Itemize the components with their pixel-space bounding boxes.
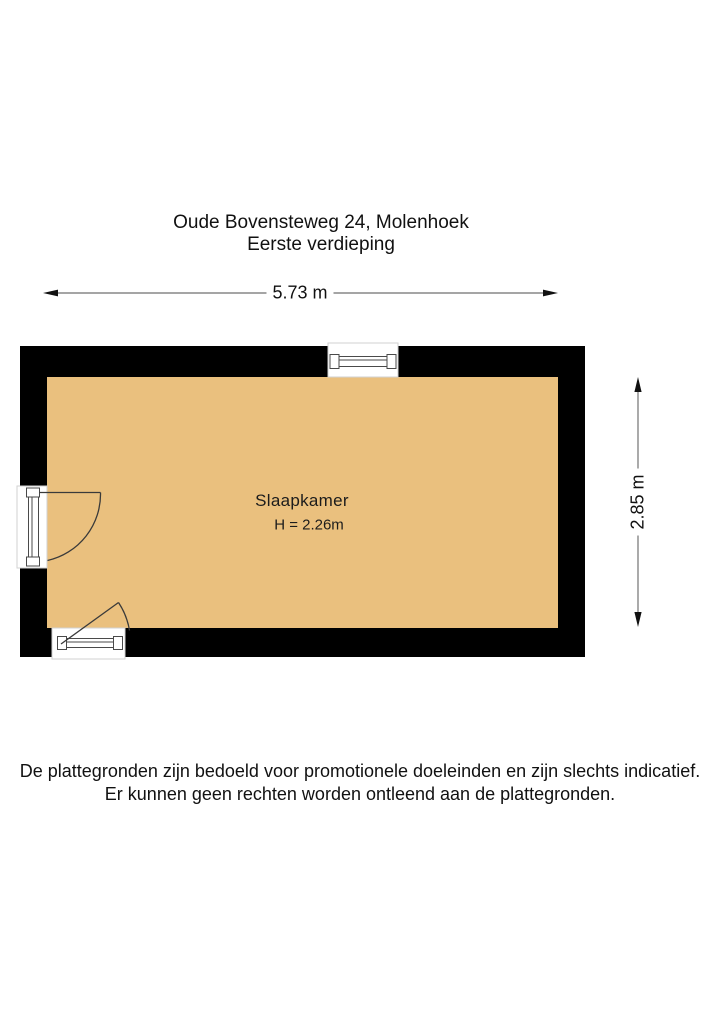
left-window [17,486,47,568]
disclaimer [0,760,720,806]
disclaimer-line-1: De plattegronden zijn bedoeld voor promotionele doeleinden en zijn slechts indicatief. [19,761,701,781]
bottom-window-post-right [114,637,123,650]
width-dimension-arrow-left [43,290,58,297]
height-dimension-arrow-top [634,377,641,392]
width-dimension-arrow-right [543,290,558,297]
left-window-glazing [29,497,39,557]
left-window-post-bottom [27,557,40,566]
bottom-window-glazing [67,639,114,648]
plan-title-floor: Eerste verdieping [247,234,395,255]
plan-title-address: Oude Bovensteweg 24, Molenhoek [173,212,469,233]
top-window [328,343,398,377]
height-dimension-arrow-bottom [634,612,641,627]
height-dimension-label: 2.85 m [628,468,649,535]
top-window-post-right [387,355,396,369]
room-ceiling-height-label: H = 2.26m [274,516,344,534]
left-window-post-top [27,488,40,497]
bottom-window [52,628,125,659]
disclaimer-line-2: Er kunnen geen rechten worden ontleend aan de plattegronden. [104,784,616,804]
top-window-post-left [330,355,339,369]
room-name-label: Slaapkamer [255,491,349,510]
top-window-glazing [339,357,387,367]
width-dimension-label: 5.73 m [266,283,333,304]
